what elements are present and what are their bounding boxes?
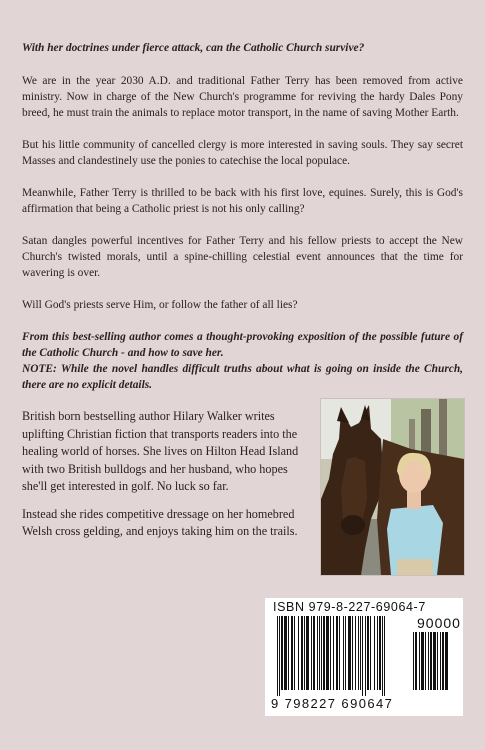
author-bio-paragraph-2: Instead she rides competitive dressage on her homebred Welsh cross gelding, and enjoys taking him on the trails.	[22, 506, 298, 538]
barcode-bar	[317, 616, 318, 690]
barcode-bar	[374, 616, 375, 690]
blurb-note: NOTE: While the novel handles difficult truths about what is going on inside the Church, there are no explicit details.	[22, 363, 463, 391]
barcode-bar	[382, 616, 383, 696]
barcode-bar	[330, 616, 331, 690]
barcode-bar	[298, 616, 299, 690]
barcode-bar	[370, 616, 371, 690]
barcode-bar	[442, 632, 444, 690]
barcode-bar	[352, 616, 353, 690]
blurb-paragraph-2: But his little community of cancelled clergy is more interested in saving souls. They say secret Masses and clandestinely use the ponies to catechise the local populace.	[22, 139, 463, 167]
barcode-bar	[291, 616, 293, 690]
barcode-bar	[336, 616, 338, 690]
barcode-bar	[304, 616, 305, 690]
barcode-bar	[345, 616, 346, 690]
barcode-bar	[437, 632, 438, 690]
barcode-bar	[277, 616, 278, 696]
barcode-bar	[319, 616, 320, 690]
blurb-closing	[22, 329, 463, 393]
barcode-bar	[419, 632, 420, 690]
barcode-bar	[384, 616, 385, 696]
blurb-paragraph-4: Satan dangles powerful incentives for Father Terry and his fellow priests to accept the New Church's twisted morals, until a spine-chilling celestial event announces that the time for wavering is over.	[22, 235, 463, 279]
barcode-bar	[430, 632, 432, 690]
barcode-bar	[288, 616, 289, 690]
blurb-paragraph-5: Will God's priests serve Him, or follow the father of all lies?	[22, 299, 298, 311]
back-cover-blurb	[22, 40, 463, 393]
ean-barcode-bars	[277, 616, 409, 696]
barcode-bar	[433, 632, 436, 690]
barcode-bar	[421, 632, 424, 690]
isbn-barcode	[265, 598, 463, 716]
barcode-bar	[323, 616, 325, 690]
ean-digits: 9 798227 690647	[271, 696, 394, 711]
isbn-label: ISBN 979-8-227-69064-7	[273, 600, 426, 614]
barcode-bar	[415, 632, 417, 690]
barcode-bar	[360, 616, 361, 690]
barcode-bar	[445, 632, 448, 690]
barcode-bar	[279, 616, 280, 696]
barcode-bar	[413, 632, 414, 690]
barcode-bar	[311, 616, 312, 690]
blurb-endorsement: From this best-selling author comes a thought-provoking exposition of the possible future of the Catholic Church - and how to save her.	[22, 331, 463, 359]
barcode-bar	[358, 616, 359, 690]
barcode-bar	[333, 616, 334, 690]
barcode-bar	[321, 616, 322, 690]
barcode-bar	[365, 616, 366, 696]
barcode-bar	[425, 632, 426, 690]
barcode-bar	[284, 616, 287, 690]
barcode-bar	[306, 616, 309, 690]
author-bio-paragraph-1: British born bestselling author Hilary Walker writes uplifting Christian fiction that transports readers into the healing world of horses. She lives on Hilton Head Island with two British bulldogs and her husband, who hopes she'll get interested in golf. No luck so far.	[22, 409, 299, 493]
barcode-bar	[339, 616, 340, 690]
barcode-bar	[326, 616, 329, 690]
barcode-bar	[428, 632, 429, 690]
author-bio	[22, 408, 314, 551]
blurb-paragraph-1: We are in the year 2030 A.D. and traditional Father Terry has been removed from active ministry. Now in charge of the New Church's programme for reviving the hardy Dales Pony breed, he must train the animals to replace motor transport, in the name of saving Mother Earth.	[22, 75, 463, 119]
barcode-bar	[377, 616, 378, 690]
barcode-bar	[367, 616, 369, 690]
barcode-bar	[294, 616, 295, 690]
barcode-bar	[348, 616, 351, 690]
barcode-bar	[313, 616, 315, 690]
barcode-bar	[343, 616, 344, 690]
author-with-horse-image	[321, 399, 464, 575]
barcode-bar	[379, 616, 381, 690]
barcode-bar	[281, 616, 283, 690]
addon-barcode-bars	[413, 632, 457, 696]
blurb-paragraph-3: Meanwhile, Father Terry is thrilled to be back with his first love, equines. Surely, this is God's affirmation that being a Catholic priest is not his only calling?	[22, 187, 463, 215]
price-code: 90000	[417, 615, 461, 631]
barcode-bar	[440, 632, 441, 690]
blurb-tagline: With her doctrines under fierce attack, can the Catholic Church survive?	[22, 42, 365, 54]
barcode-bar	[301, 616, 303, 690]
barcode-bar	[355, 616, 356, 690]
barcode-bar	[362, 616, 363, 696]
author-photo	[320, 398, 465, 576]
